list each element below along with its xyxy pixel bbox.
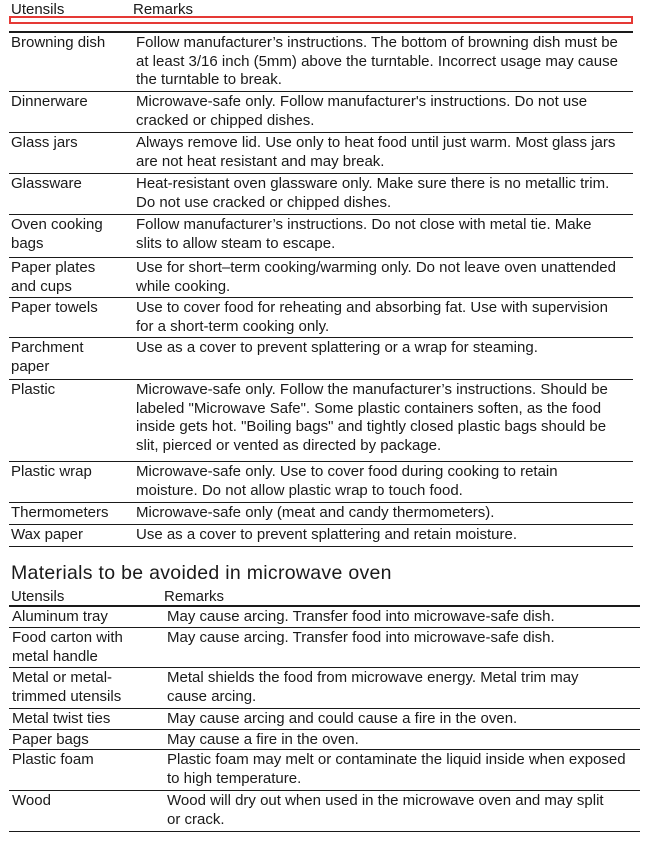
table1 xyxy=(9,33,633,547)
utensil-name xyxy=(12,731,89,750)
utensil-line: Plastic foam xyxy=(12,751,94,768)
table-row xyxy=(9,215,633,258)
table-row xyxy=(9,92,633,133)
remark-text xyxy=(136,526,517,545)
remark-text xyxy=(136,93,587,130)
utensil-line: Wax paper xyxy=(11,526,83,543)
utensil-line: Dinnerware xyxy=(11,93,88,110)
utensil-line: Paper towels xyxy=(11,299,98,316)
remark-line: cracked or chipped dishes. xyxy=(136,111,315,129)
remark-line: Heat-resistant oven glassware only. Make sure there is no metallic trim. xyxy=(136,175,610,192)
utensil-line: Plastic xyxy=(11,381,56,398)
remark-line: to high temperature. xyxy=(167,769,302,787)
utensil-name xyxy=(11,339,84,376)
remark-line: Microwave-safe only. Follow manufacturer's instructions. Do not use xyxy=(136,93,588,110)
table-row xyxy=(9,730,640,750)
table-row xyxy=(9,791,640,832)
utensil-name xyxy=(12,629,123,666)
remark-line: Use as a cover to prevent splattering and retain moisture. xyxy=(136,526,518,543)
table-row xyxy=(9,33,633,92)
utensil-line: Parchment xyxy=(11,339,84,356)
utensil-name xyxy=(12,710,110,729)
remark-line: or crack. xyxy=(167,810,225,828)
remark-text xyxy=(136,34,618,90)
table-row xyxy=(9,607,640,628)
table-row xyxy=(9,525,633,547)
table-row xyxy=(9,628,640,668)
remark-text xyxy=(136,463,558,500)
table-row xyxy=(9,503,633,525)
utensil-name xyxy=(12,751,94,770)
remark-text xyxy=(167,731,359,750)
remark-line: moisture. Do not allow plastic wrap to touch food. xyxy=(136,481,463,499)
utensil-line: Wood xyxy=(12,792,51,809)
utensil-name xyxy=(11,93,88,112)
utensil-name xyxy=(11,381,55,400)
remark-text xyxy=(136,175,609,212)
utensil-line: Metal or metal- xyxy=(12,669,113,686)
remark-line: Metal shields the food from microwave energy. Metal trim may xyxy=(167,669,579,686)
remark-text xyxy=(136,299,608,336)
utensil-line: Paper bags xyxy=(12,731,89,748)
utensil-name xyxy=(11,216,103,253)
table-row xyxy=(9,462,633,503)
remark-line: cause arcing. xyxy=(167,687,257,705)
utensil-name xyxy=(12,669,121,706)
remark-line: Always remove lid. Use only to heat food until just warm. Most glass jars xyxy=(136,134,616,151)
remark-line: Use to cover food for reheating and absorbing fat. Use with supervision xyxy=(136,299,608,316)
utensil-name xyxy=(11,175,82,194)
table2-header-remarks: Remarks xyxy=(164,588,225,605)
remark-text xyxy=(136,134,615,171)
utensil-line: Thermometers xyxy=(11,504,109,521)
utensil-line: and cups xyxy=(11,277,72,295)
utensil-name xyxy=(11,463,92,482)
remark-text xyxy=(167,669,579,706)
section-title: Materials to be avoided in microwave oven xyxy=(11,562,392,584)
utensil-line: bags xyxy=(11,234,44,252)
utensil-line: Plastic wrap xyxy=(11,463,92,480)
remark-text xyxy=(136,339,538,358)
utensil-line: Glassware xyxy=(11,175,82,192)
remark-line: for a short-term cooking only. xyxy=(136,317,330,335)
utensil-name xyxy=(12,608,108,627)
remark-line: Follow manufacturer’s instructions. Do not close with metal tie. Make xyxy=(136,216,592,233)
utensil-name xyxy=(11,299,98,318)
remark-text xyxy=(136,216,591,253)
table-row xyxy=(9,338,633,380)
utensil-line: Oven cooking xyxy=(11,216,103,233)
utensil-line: Paper plates xyxy=(11,259,96,276)
remark-text xyxy=(136,504,494,523)
remark-text xyxy=(167,608,555,627)
table-row xyxy=(9,709,640,730)
utensil-line: Aluminum tray xyxy=(12,608,108,625)
remark-line: Use for short–term cooking/warming only. Do not leave oven unattended xyxy=(136,259,616,276)
remark-line: Microwave-safe only. Use to cover food during cooking to retain xyxy=(136,463,558,480)
utensil-line: trimmed utensils xyxy=(12,687,122,705)
remark-line: Do not use cracked or chipped dishes. xyxy=(136,193,392,211)
remark-text xyxy=(167,629,555,648)
remark-line: May cause a fire in the oven. xyxy=(167,731,359,748)
remark-text xyxy=(136,259,616,296)
utensil-line: Browning dish xyxy=(11,34,106,51)
remark-line: Follow manufacturer’s instructions. The bottom of browning dish must be xyxy=(136,34,618,51)
remark-text xyxy=(136,381,608,455)
utensil-name xyxy=(11,259,95,296)
table-row xyxy=(9,668,640,709)
remark-line: Microwave-safe only (meat and candy thermometers). xyxy=(136,504,495,521)
utensil-line: Metal twist ties xyxy=(12,710,111,727)
remark-line: labeled "Microwave Safe". Some plastic containers soften, as the food xyxy=(136,399,602,417)
utensil-name xyxy=(11,134,78,153)
table-row xyxy=(9,133,633,174)
utensil-name xyxy=(11,526,83,545)
remark-line: Microwave-safe only. Follow the manufacturer’s instructions. Should be xyxy=(136,381,608,398)
remark-line: May cause arcing. Transfer food into microwave-safe dish. xyxy=(167,629,555,646)
utensil-line: Food carton with xyxy=(12,629,123,646)
remark-text xyxy=(167,792,604,829)
remark-line: Wood will dry out when used in the microwave oven and may split xyxy=(167,792,604,809)
utensil-name xyxy=(11,504,109,523)
remark-line: Use as a cover to prevent splattering or a wrap for steaming. xyxy=(136,339,538,356)
table1-header-remarks: Remarks xyxy=(133,1,194,18)
highlight-box xyxy=(9,16,633,24)
remark-line: Plastic foam may melt or contaminate the liquid inside when exposed xyxy=(167,751,626,768)
table2-header-utensils: Utensils xyxy=(11,588,65,605)
remark-text xyxy=(167,710,517,729)
remark-line: slits to allow steam to escape. xyxy=(136,234,336,252)
remark-line: the turntable to break. xyxy=(136,71,282,88)
utensil-line: Glass jars xyxy=(11,134,78,151)
table-row xyxy=(9,258,633,298)
remark-line: slit, pierced or vented as directed by package. xyxy=(136,436,442,454)
utensil-line: paper xyxy=(11,357,50,375)
table-row xyxy=(9,750,640,791)
table-row xyxy=(9,380,633,462)
remark-line: are not heat resistant and may break. xyxy=(136,152,385,170)
remark-line: at least 3/16 inch (5mm) above the turntable. Incorrect usage may cause xyxy=(136,52,618,70)
utensil-line: metal handle xyxy=(12,647,98,665)
utensil-name xyxy=(12,792,51,811)
remark-text xyxy=(167,751,626,788)
table2 xyxy=(9,607,640,832)
table1-header-utensils: Utensils xyxy=(11,1,65,18)
remark-line: May cause arcing and could cause a fire in the oven. xyxy=(167,710,518,727)
remark-line: inside gets hot. "Boiling bags" and tightly closed plastic bags should be xyxy=(136,418,607,435)
utensil-name xyxy=(11,34,105,53)
table-row xyxy=(9,174,633,215)
remark-line: May cause arcing. Transfer food into microwave-safe dish. xyxy=(167,608,555,625)
table-row xyxy=(9,298,633,338)
remark-line: while cooking. xyxy=(136,277,231,295)
